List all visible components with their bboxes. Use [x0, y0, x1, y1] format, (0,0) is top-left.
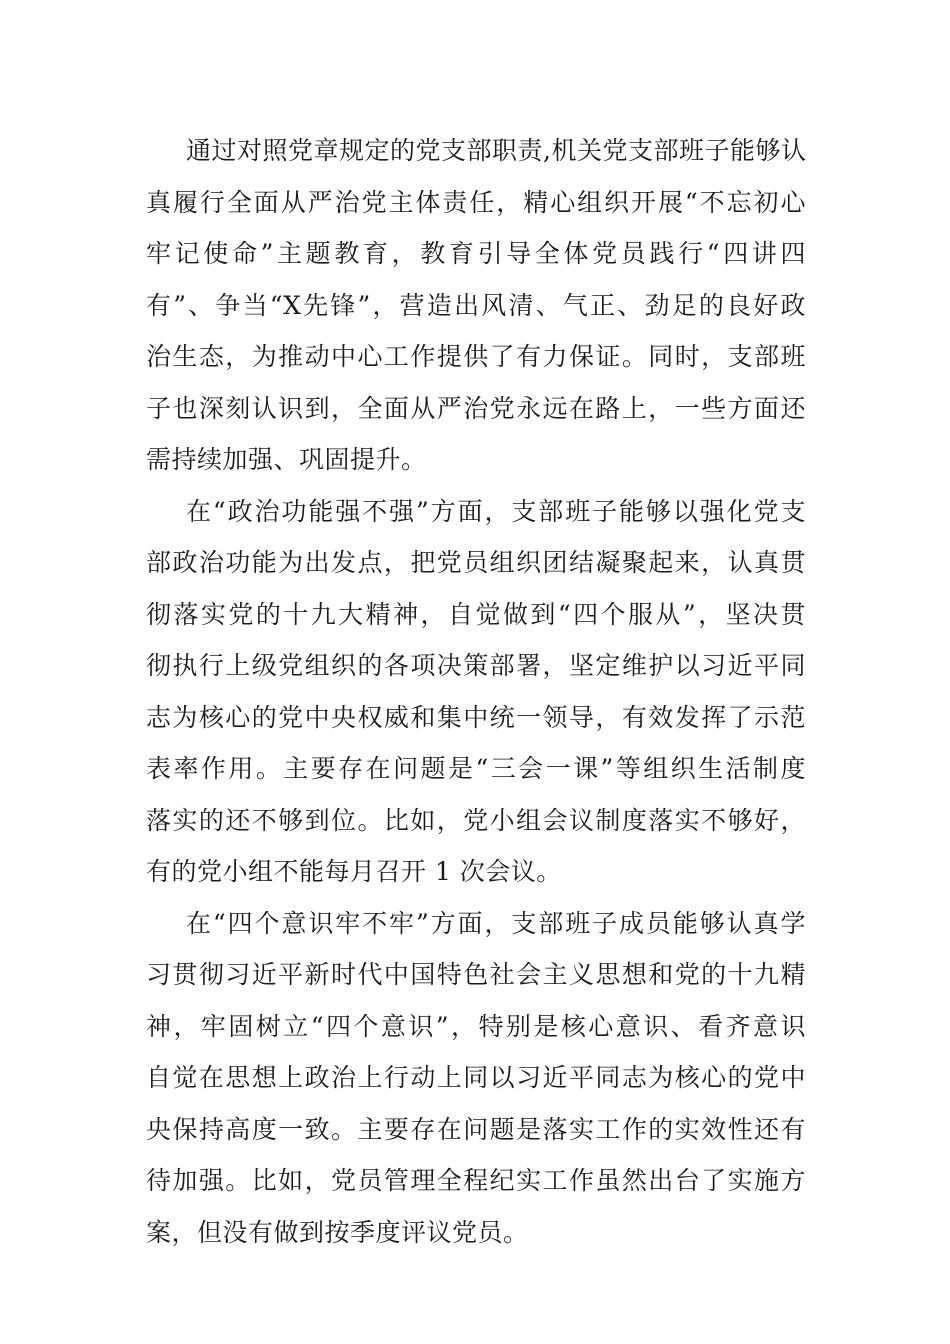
text-line: 在“四个意识牢不牢”方面，支部班子成员能够认真学 [186, 908, 806, 938]
text-line: 在“政治功能强不强”方面，支部班子能够以强化党支 [186, 496, 806, 526]
text-line: 子也深刻认识到，全面从严治党永远在路上，一些方面还 [146, 393, 806, 423]
text-line: 彻落实党的十九大精神，自觉做到“四个服从”，坚决贯 [146, 599, 806, 629]
text-line: 志为核心的党中央权威和集中统一领导，有效发挥了示范 [146, 702, 806, 732]
text-line: 通过对照党章规定的党支部职责,机关党支部班子能够认 [186, 136, 807, 165]
paragraph-1 [146, 125, 806, 486]
text-line: 真履行全面从严治党主体责任，精心组织开展“不忘初心 [146, 187, 806, 217]
text-line: 牢记使命”主题教育，教育引导全体党员践行“四讲四 [146, 239, 806, 268]
text-line: 神，牢固树立“四个意识”，特别是核心意识、看齐意识 [146, 1011, 806, 1041]
text-line: 习贯彻习近平新时代中国特色社会主义思想和党的十九精 [146, 960, 806, 989]
paragraph-2 [146, 486, 806, 898]
text-line: 有的党小组不能每月召开 1 次会议。 [146, 857, 562, 886]
text-line: 彻执行上级党组织的各项决策部署，坚定维护以习近平同 [146, 651, 806, 680]
text-line: 案，但没有做到按季度评议党员。 [146, 1217, 529, 1247]
text-line: 自觉在思想上政治上行动上同以习近平同志为核心的党中 [146, 1063, 806, 1092]
text-line: 部政治功能为出发点，把党员组织团结凝聚起来，认真贯 [146, 548, 806, 577]
document-body [146, 125, 806, 1258]
text-line: 落实的还不够到位。比如，党小组会议制度落实不够好， [146, 805, 806, 835]
paragraph-3 [146, 898, 806, 1259]
text-line: 有”、争当“X先锋”，营造出风清、气正、劲足的良好政 [146, 290, 806, 320]
text-line: 表率作用。主要存在问题是“三会一课”等组织生活制度 [146, 754, 806, 783]
text-line: 待加强。比如，党员管理全程纪实工作虽然出台了实施方 [146, 1166, 806, 1195]
text-line: 治生态，为推动中心工作提供了有力保证。同时，支部班 [146, 342, 806, 371]
text-line: 需持续加强、巩固提升。 [146, 445, 427, 474]
text-line: 央保持高度一致。主要存在问题是落实工作的实效性还有 [146, 1114, 806, 1144]
